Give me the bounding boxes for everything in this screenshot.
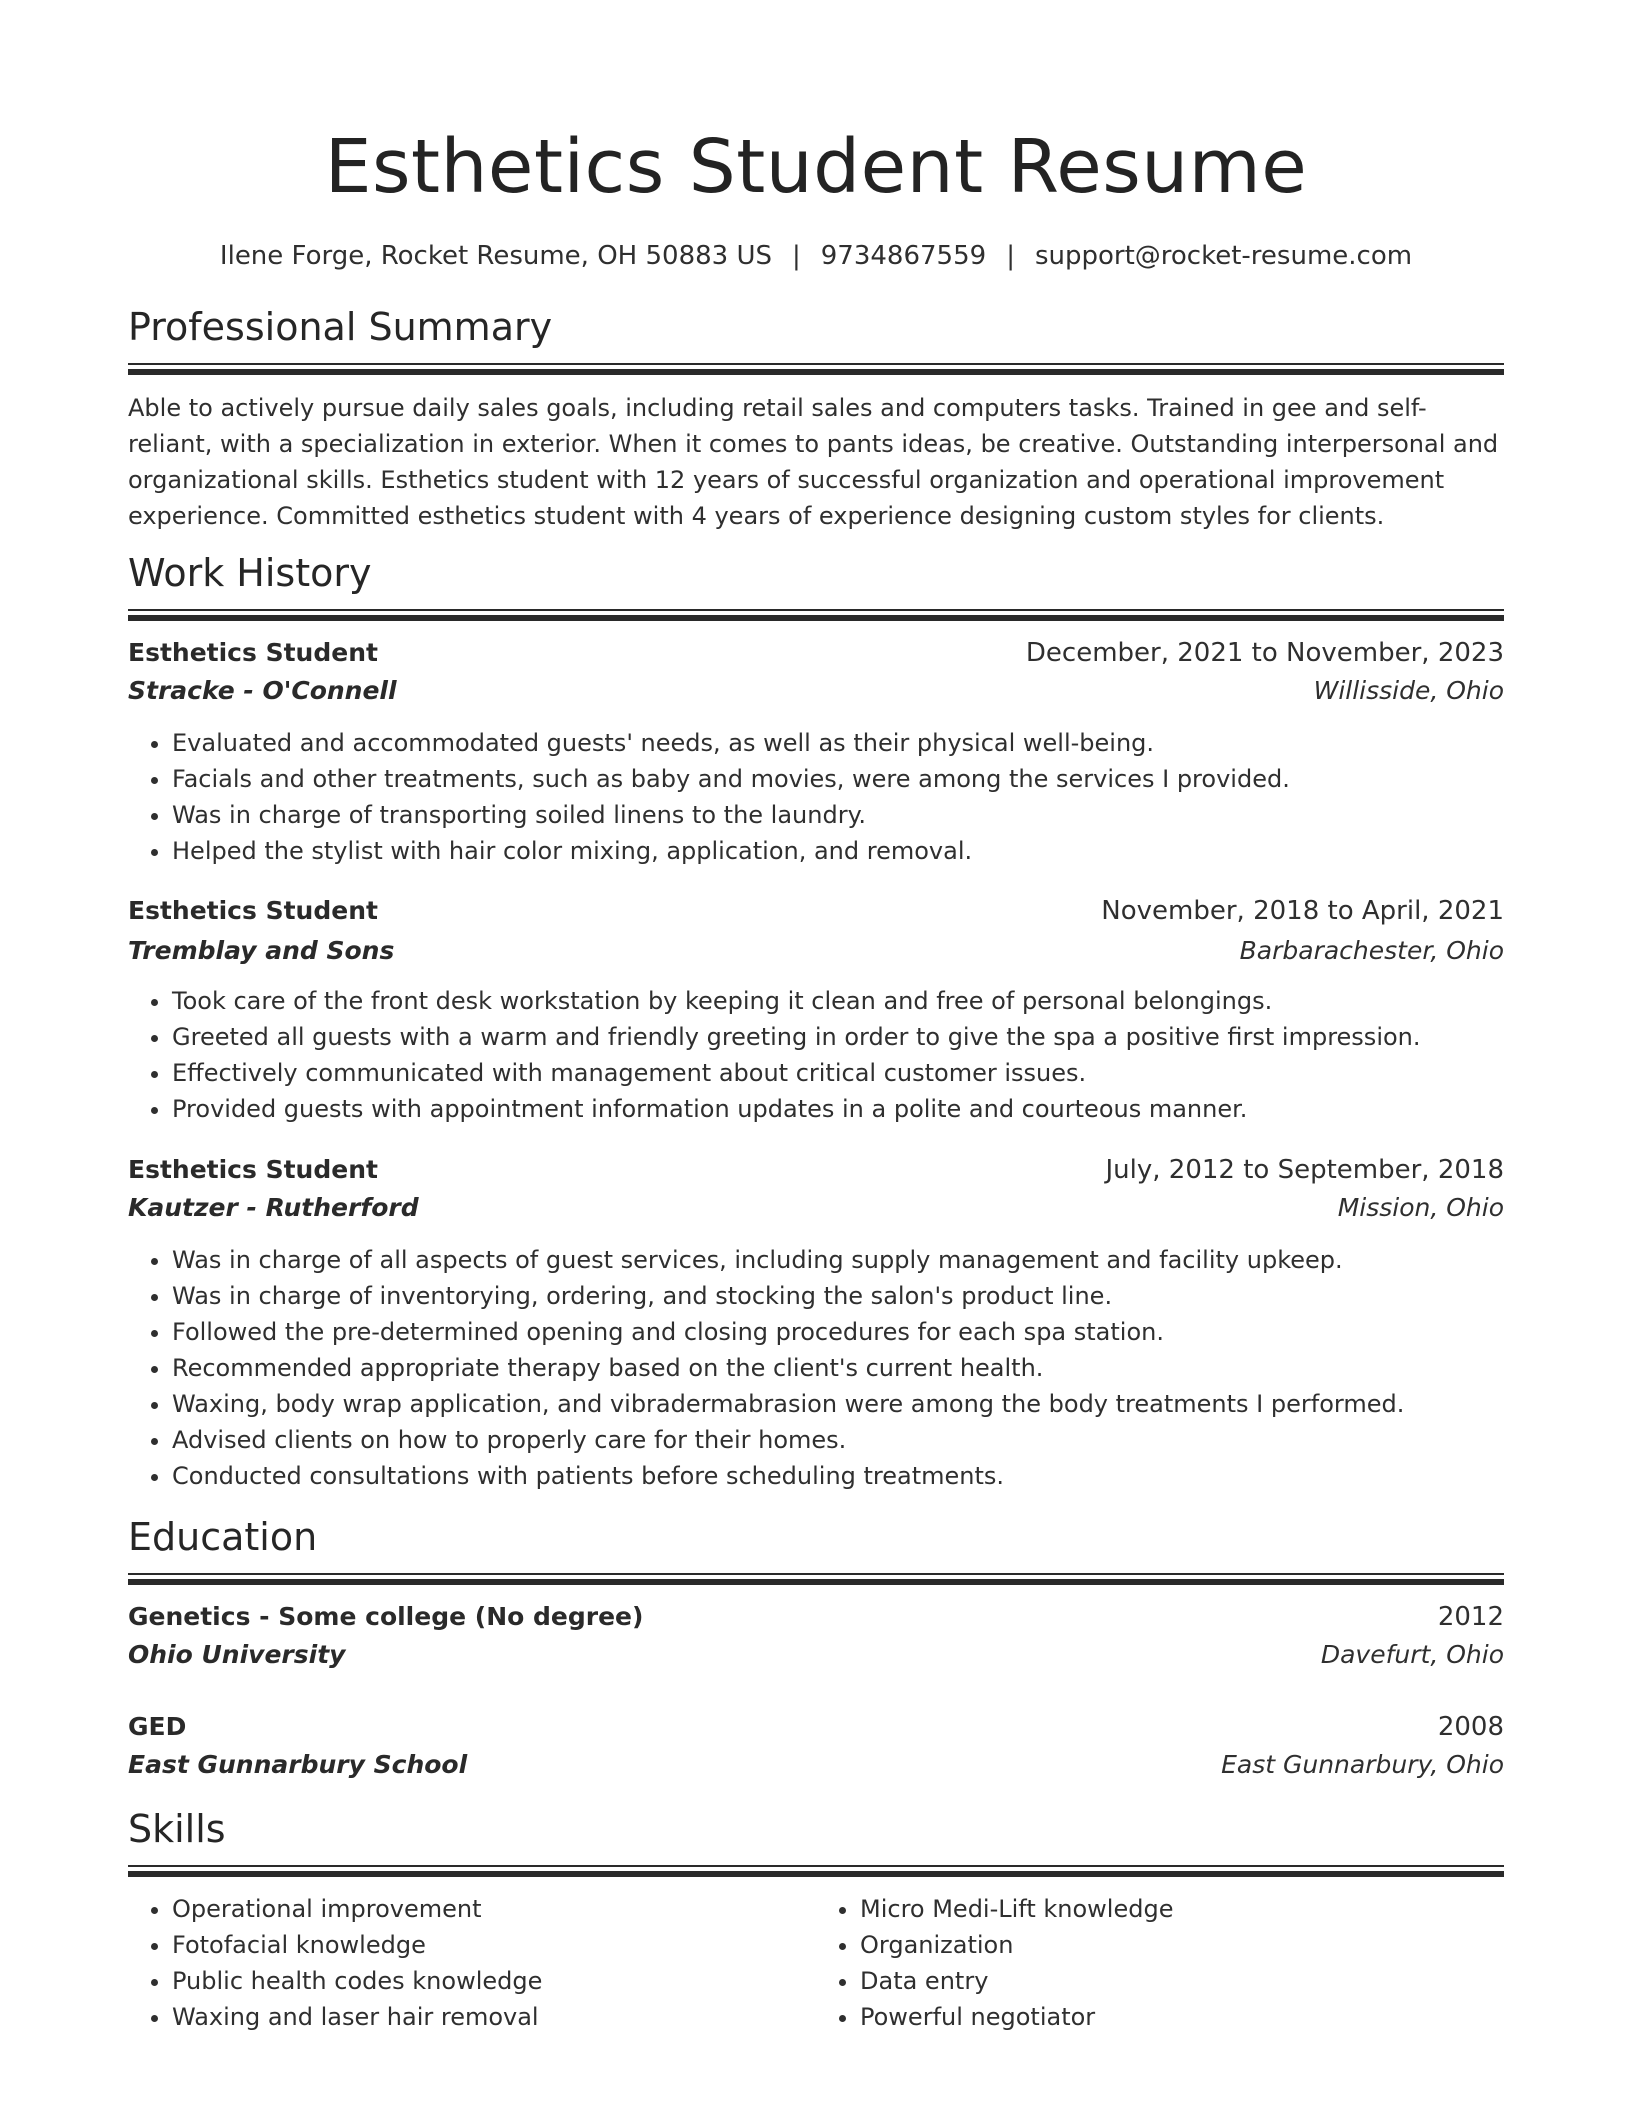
skill-item: • Waxing and laser hair removal xyxy=(172,1999,816,2035)
contact-phone: 9734867559 xyxy=(820,241,987,271)
list-item: • Effectively communicated with management about critical customer issues. xyxy=(172,1055,1504,1091)
job-title: Esthetics Student xyxy=(128,896,378,925)
education-school-row xyxy=(128,1747,1504,1783)
contact-email: support@rocket-resume.com xyxy=(1034,241,1413,271)
section-divider xyxy=(128,1865,1504,1877)
job-entry xyxy=(128,893,1504,1127)
job-bullets xyxy=(128,1242,1504,1494)
list-item: • Conducted consultations with patients before scheduling treatments. xyxy=(172,1458,1504,1494)
education-school-row xyxy=(128,1637,1504,1673)
education-location: Davefurt, Ohio xyxy=(1320,1640,1504,1669)
job-employer-row xyxy=(128,673,1504,709)
list-item: • Advised clients on how to properly care for their homes. xyxy=(172,1422,1504,1458)
job-location: Mission, Ohio xyxy=(1337,1193,1504,1222)
list-item: • Waxing, body wrap application, and vibradermabrasion were among the body treatments I performed. xyxy=(172,1386,1504,1422)
work-history-heading: Work History xyxy=(128,551,372,595)
job-dates: July, 2012 to September, 2018 xyxy=(1105,1155,1504,1185)
skill-item: • Organization xyxy=(860,1927,1504,1963)
list-item: • Facials and other treatments, such as baby and movies, were among the services I provided. xyxy=(172,761,1504,797)
contact-line xyxy=(128,238,1504,274)
skills-list-right xyxy=(816,1891,1504,2035)
education-school: Ohio University xyxy=(128,1640,346,1669)
education-section xyxy=(128,1513,1504,1783)
summary-heading: Professional Summary xyxy=(128,305,553,349)
job-bullets xyxy=(128,725,1504,869)
section-divider xyxy=(128,1573,1504,1585)
job-title: Esthetics Student xyxy=(128,1155,378,1184)
job-employer-row xyxy=(128,933,1504,969)
education-header-row xyxy=(128,1709,1504,1745)
work-history-section xyxy=(128,549,1504,1494)
skill-item: • Powerful negotiator xyxy=(860,1999,1504,2035)
education-degree: GED xyxy=(128,1712,187,1741)
education-entry xyxy=(128,1599,1504,1673)
job-employer: Stracke - O'Connell xyxy=(128,676,397,705)
section-divider xyxy=(128,363,1504,375)
skills-heading: Skills xyxy=(128,1807,226,1851)
contact-separator: | xyxy=(792,241,801,271)
skills-grid xyxy=(128,1891,1504,2035)
education-heading: Education xyxy=(128,1515,318,1559)
list-item: • Took care of the front desk workstation by keeping it clean and free of personal belongings. xyxy=(172,983,1504,1019)
education-degree: Genetics - Some college (No degree) xyxy=(128,1602,644,1631)
job-bullets xyxy=(128,983,1504,1127)
job-employer: Kautzer - Rutherford xyxy=(128,1193,419,1222)
skill-item: • Fotofacial knowledge xyxy=(172,1927,816,1963)
education-location: East Gunnarbury, Ohio xyxy=(1221,1750,1504,1779)
summary-text: Able to actively pursue daily sales goals, including retail sales and computers tasks. Trained in gee and self-reliant, with a specialization in exterior. When it comes to pants ideas, be creative. Outstanding interpersonal and organizational skills. Esthetics student with 12 years of successful organization and operational improvement experience. Committed esthetics student with 4 years of experience designing custom styles for clients. xyxy=(128,394,1499,530)
list-item: • Helped the stylist with hair color mixing, application, and removal. xyxy=(172,833,1504,869)
education-year: 2012 xyxy=(1437,1602,1504,1632)
education-year: 2008 xyxy=(1437,1712,1504,1742)
job-header-row xyxy=(128,635,1504,671)
skills-section xyxy=(128,1805,1504,2035)
section-divider xyxy=(128,609,1504,621)
job-header-row xyxy=(128,893,1504,929)
job-title: Esthetics Student xyxy=(128,638,378,667)
page-title: Esthetics Student Resume xyxy=(324,124,1308,210)
job-header-row xyxy=(128,1152,1504,1188)
list-item: • Recommended appropriate therapy based on the client's current health. xyxy=(172,1350,1504,1386)
contact-separator: | xyxy=(1006,241,1015,271)
job-entry xyxy=(128,1152,1504,1494)
job-dates: December, 2021 to November, 2023 xyxy=(1025,638,1504,668)
list-item: • Evaluated and accommodated guests' needs, as well as their physical well-being. xyxy=(172,725,1504,761)
job-location: Willisside, Ohio xyxy=(1313,676,1504,705)
list-item: • Provided guests with appointment information updates in a polite and courteous manner. xyxy=(172,1091,1504,1127)
skill-item: • Micro Medi-Lift knowledge xyxy=(860,1891,1504,1927)
job-employer-row xyxy=(128,1190,1504,1226)
skill-item: • Data entry xyxy=(860,1963,1504,1999)
job-location: Barbarachester, Ohio xyxy=(1239,936,1504,965)
job-dates: November, 2018 to April, 2021 xyxy=(1101,896,1504,926)
list-item: • Was in charge of transporting soiled linens to the laundry. xyxy=(172,797,1504,833)
education-entry xyxy=(128,1709,1504,1783)
education-header-row xyxy=(128,1599,1504,1635)
list-item: • Was in charge of inventorying, ordering, and stocking the salon's product line. xyxy=(172,1278,1504,1314)
skill-item: • Operational improvement xyxy=(172,1891,816,1927)
list-item: • Greeted all guests with a warm and friendly greeting in order to give the spa a positive first impression. xyxy=(172,1019,1504,1055)
list-item: • Followed the pre-determined opening and closing procedures for each spa station. xyxy=(172,1314,1504,1350)
contact-address: Ilene Forge, Rocket Resume, OH 50883 US xyxy=(219,241,772,271)
education-school: East Gunnarbury School xyxy=(128,1750,468,1779)
job-employer: Tremblay and Sons xyxy=(128,936,395,965)
list-item: • Was in charge of all aspects of guest services, including supply management and facility upkeep. xyxy=(172,1242,1504,1278)
summary-section xyxy=(128,303,1504,534)
skills-list-left xyxy=(128,1891,816,2035)
skill-item: • Public health codes knowledge xyxy=(172,1963,816,1999)
job-entry xyxy=(128,635,1504,869)
